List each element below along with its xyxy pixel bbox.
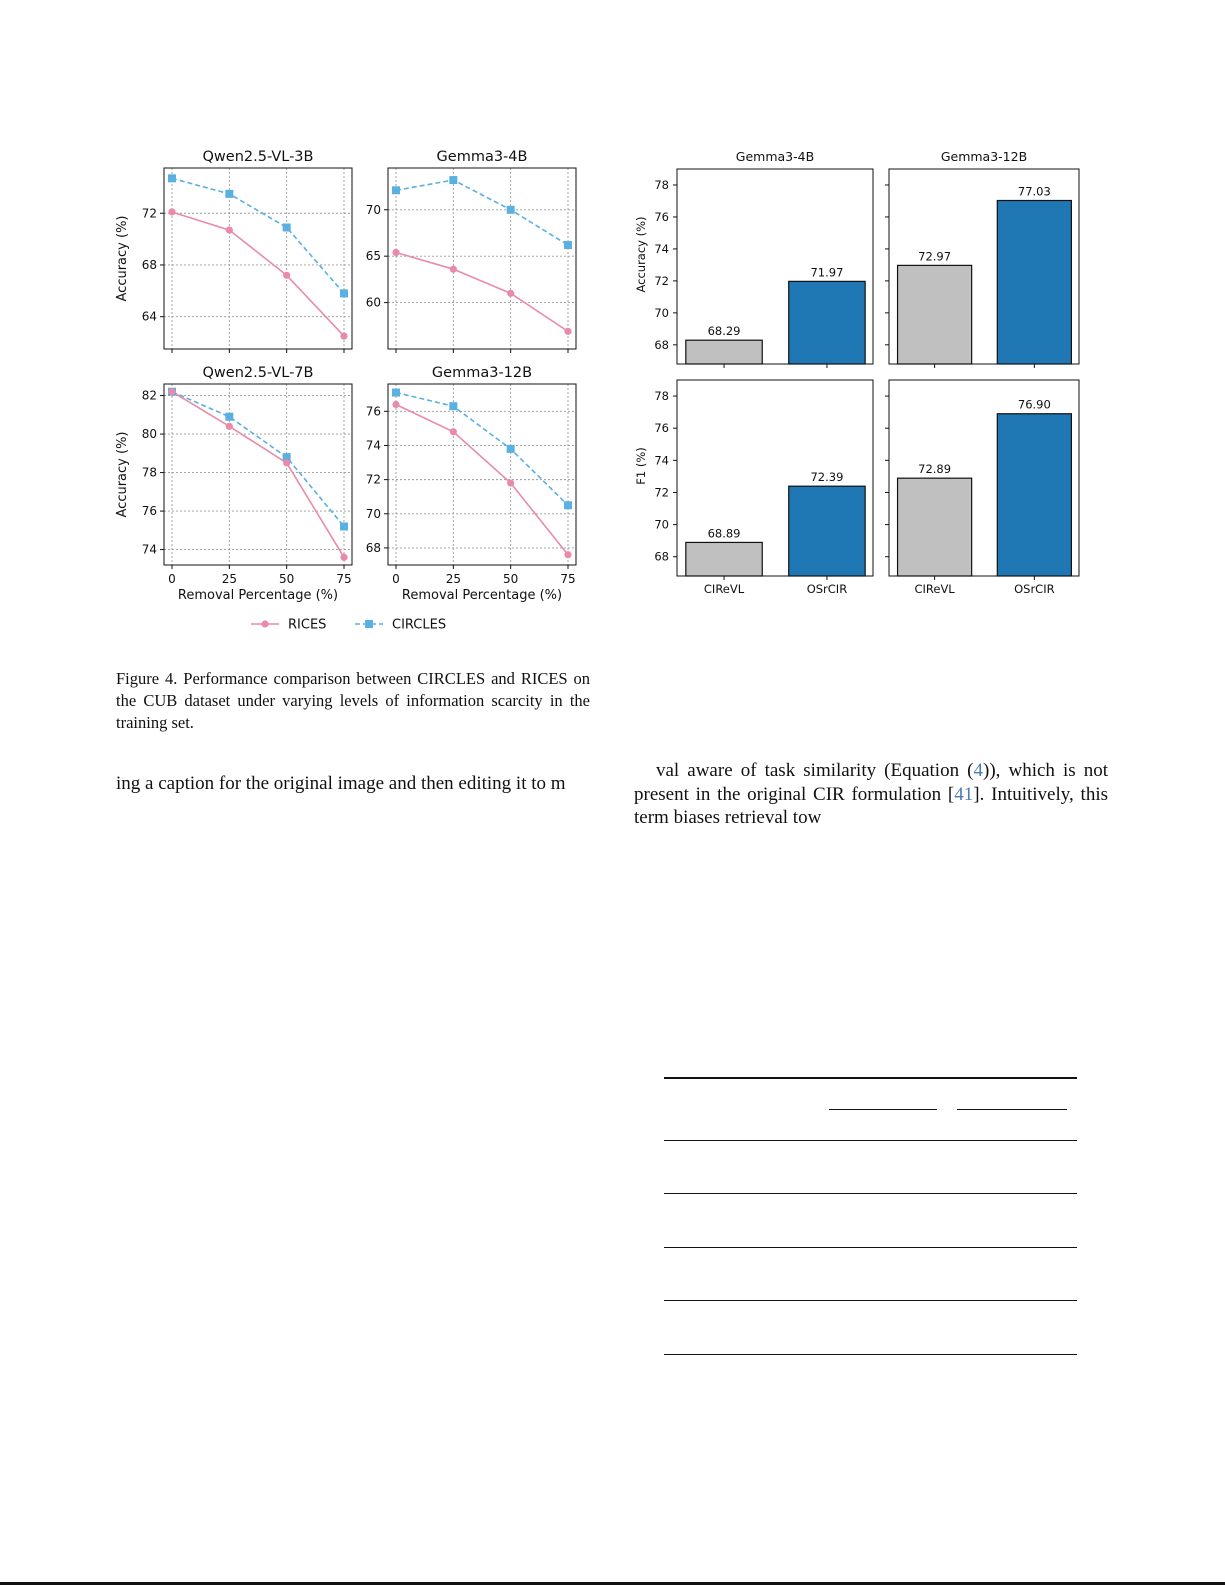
bar-value-label: 72.39	[810, 470, 844, 485]
panel-title: Gemma3-4B	[735, 149, 815, 164]
table-row-rule	[664, 1193, 1077, 1194]
cirevl-bar	[898, 478, 972, 576]
rices-point	[507, 479, 514, 486]
y-tick-label: 68	[141, 257, 157, 272]
osrcir-bar	[997, 200, 1071, 364]
bar-chart-panel	[885, 380, 1079, 596]
bar-charts-figure	[620, 0, 1225, 610]
y-tick-label: 65	[365, 249, 381, 264]
y-tick-label: 78	[141, 465, 157, 480]
rices-point	[283, 459, 290, 466]
y-tick-label: 82	[141, 388, 157, 403]
figure-caption: Figure 4. Performance comparison between CIRCLES and RICES on the CUB dataset under varying levels of information scarcity in the training set.	[116, 669, 590, 732]
y-tick-label: 76	[365, 404, 381, 419]
bar-value-label: 68.29	[707, 324, 741, 339]
line-charts-figure	[0, 0, 620, 650]
legend-rices-marker	[261, 620, 268, 627]
circles-point	[340, 522, 348, 530]
table-header-rule	[664, 1140, 1077, 1141]
y-tick-label: 60	[365, 295, 381, 310]
y-tick-label: 78	[654, 389, 669, 404]
circles-point	[507, 445, 515, 453]
right-text-part-3: ]. Intuitively, this term biases retrieval tow	[634, 783, 1108, 828]
circles-point	[449, 176, 457, 184]
line-chart-panel	[115, 365, 352, 603]
legend-circles-marker	[365, 620, 373, 628]
y-tick-label: 72	[654, 273, 669, 288]
right-column-text	[634, 759, 1108, 830]
panel-title: Gemma3-12B	[940, 149, 1028, 164]
rices-line	[172, 212, 344, 336]
rices-point	[340, 554, 347, 561]
table-cmidrule-2	[957, 1109, 1067, 1110]
bar-chart-panel	[634, 380, 873, 596]
rices-point	[340, 332, 347, 339]
circles-line	[396, 180, 568, 245]
circles-point	[225, 413, 233, 421]
rices-point	[507, 290, 514, 297]
circles-point	[168, 174, 176, 182]
plot-frame	[164, 384, 352, 565]
table-row-rule	[664, 1247, 1077, 1248]
y-tick-label: 68	[654, 549, 669, 564]
rices-point	[564, 328, 571, 335]
chart-legend	[251, 618, 446, 633]
right-text-part-2: )), which is not present in the original CIR formulation [	[634, 760, 1108, 805]
circles-point	[283, 223, 291, 231]
y-tick-label: 72	[654, 485, 669, 500]
x-tick-label: 75	[560, 572, 576, 586]
line-chart-panel	[366, 149, 576, 353]
left-paragraph: ing a caption for the original image and then editing it to m	[116, 773, 566, 794]
circles-line	[396, 393, 568, 506]
table-bottom-rule	[664, 1354, 1077, 1355]
rices-point	[392, 401, 399, 408]
legend-rices-label: RICES	[288, 617, 327, 633]
line-chart-panel	[366, 365, 576, 603]
bar-value-label: 72.89	[918, 462, 952, 477]
rices-point	[168, 208, 175, 215]
circles-point	[449, 402, 457, 410]
y-tick-label: 74	[654, 241, 669, 256]
y-axis-label: Accuracy (%)	[115, 215, 130, 302]
table-top-rule	[664, 1077, 1077, 1079]
y-axis-label: Accuracy (%)	[634, 216, 648, 293]
legend-circles-label: CIRCLES	[392, 617, 447, 633]
line-chart-panel	[115, 149, 352, 353]
circles-point	[564, 241, 572, 249]
y-tick-label: 74	[654, 453, 669, 468]
cirevl-bar	[686, 542, 762, 576]
x-tick-label: OSrCIR	[1014, 582, 1055, 596]
y-tick-label: 74	[141, 542, 157, 557]
circles-line	[172, 392, 344, 527]
rices-point	[226, 226, 233, 233]
y-tick-label: 72	[365, 472, 381, 487]
x-tick-label: 75	[336, 572, 352, 586]
y-tick-label: 78	[654, 177, 669, 192]
right-text-part-1: val aware of task similarity (Equation (	[656, 760, 974, 781]
y-tick-label: 72	[141, 206, 157, 221]
y-tick-label: 70	[365, 202, 381, 217]
cirevl-bar	[686, 340, 762, 364]
y-axis-label: F1 (%)	[634, 447, 648, 485]
bar-value-label: 77.03	[1017, 184, 1051, 199]
bar-chart-panel	[634, 149, 873, 368]
rices-point	[392, 249, 399, 256]
y-tick-label: 70	[654, 305, 669, 320]
x-tick-label: 0	[168, 572, 176, 586]
x-tick-label: 25	[445, 572, 461, 586]
bar-value-label: 68.89	[707, 526, 741, 541]
rices-point	[450, 428, 457, 435]
y-tick-label: 76	[654, 421, 669, 436]
rices-point	[283, 272, 290, 279]
circles-point	[225, 190, 233, 198]
table-row-rule	[664, 1300, 1077, 1301]
bar-value-label: 76.90	[1017, 397, 1051, 412]
osrcir-bar	[789, 486, 865, 576]
y-tick-label: 74	[365, 438, 381, 453]
y-tick-label: 70	[654, 517, 669, 532]
cirevl-bar	[898, 265, 972, 364]
panel-title: Qwen2.5-VL-7B	[202, 365, 314, 381]
circles-line	[172, 178, 344, 293]
x-tick-label: 50	[279, 572, 295, 586]
circles-point	[507, 206, 515, 214]
y-tick-label: 68	[654, 337, 669, 352]
circles-point	[392, 389, 400, 397]
plot-frame	[164, 168, 352, 349]
osrcir-bar	[997, 414, 1071, 576]
left-column-text	[116, 772, 590, 796]
x-tick-label: 0	[392, 572, 400, 586]
bar-chart-panel	[885, 149, 1079, 368]
citation-ref-link[interactable]: 41	[954, 783, 974, 805]
bar-value-label: 71.97	[810, 265, 844, 280]
rices-point	[450, 266, 457, 273]
x-tick-label: CIReVL	[914, 582, 955, 596]
x-tick-label: CIReVL	[703, 582, 745, 596]
panel-title: Gemma3-4B	[436, 149, 528, 165]
y-tick-label: 68	[365, 540, 381, 555]
rices-point	[564, 551, 571, 558]
circles-point	[392, 186, 400, 194]
x-tick-label: 50	[503, 572, 519, 586]
rices-point	[226, 423, 233, 430]
x-axis-label: Removal Percentage (%)	[401, 588, 563, 603]
panel-title: Qwen2.5-VL-3B	[202, 149, 314, 165]
table-cmidrule-1	[829, 1109, 937, 1110]
bar-value-label: 72.97	[918, 249, 952, 264]
rices-line	[172, 392, 344, 558]
rices-line	[396, 252, 568, 331]
x-axis-label: Removal Percentage (%)	[177, 588, 339, 603]
y-axis-label: Accuracy (%)	[115, 431, 130, 518]
panel-title: Gemma3-12B	[431, 365, 533, 381]
y-tick-label: 64	[141, 309, 157, 324]
equation-ref-link[interactable]: 4	[973, 760, 983, 781]
x-tick-label: OSrCIR	[806, 582, 848, 596]
y-tick-label: 76	[141, 504, 157, 519]
rices-point	[168, 388, 175, 395]
circles-point	[340, 289, 348, 297]
y-tick-label: 76	[654, 209, 669, 224]
y-tick-label: 70	[365, 506, 381, 521]
y-tick-label: 80	[141, 427, 157, 442]
x-tick-label: 25	[221, 572, 237, 586]
circles-point	[564, 501, 572, 509]
osrcir-bar	[789, 281, 865, 364]
